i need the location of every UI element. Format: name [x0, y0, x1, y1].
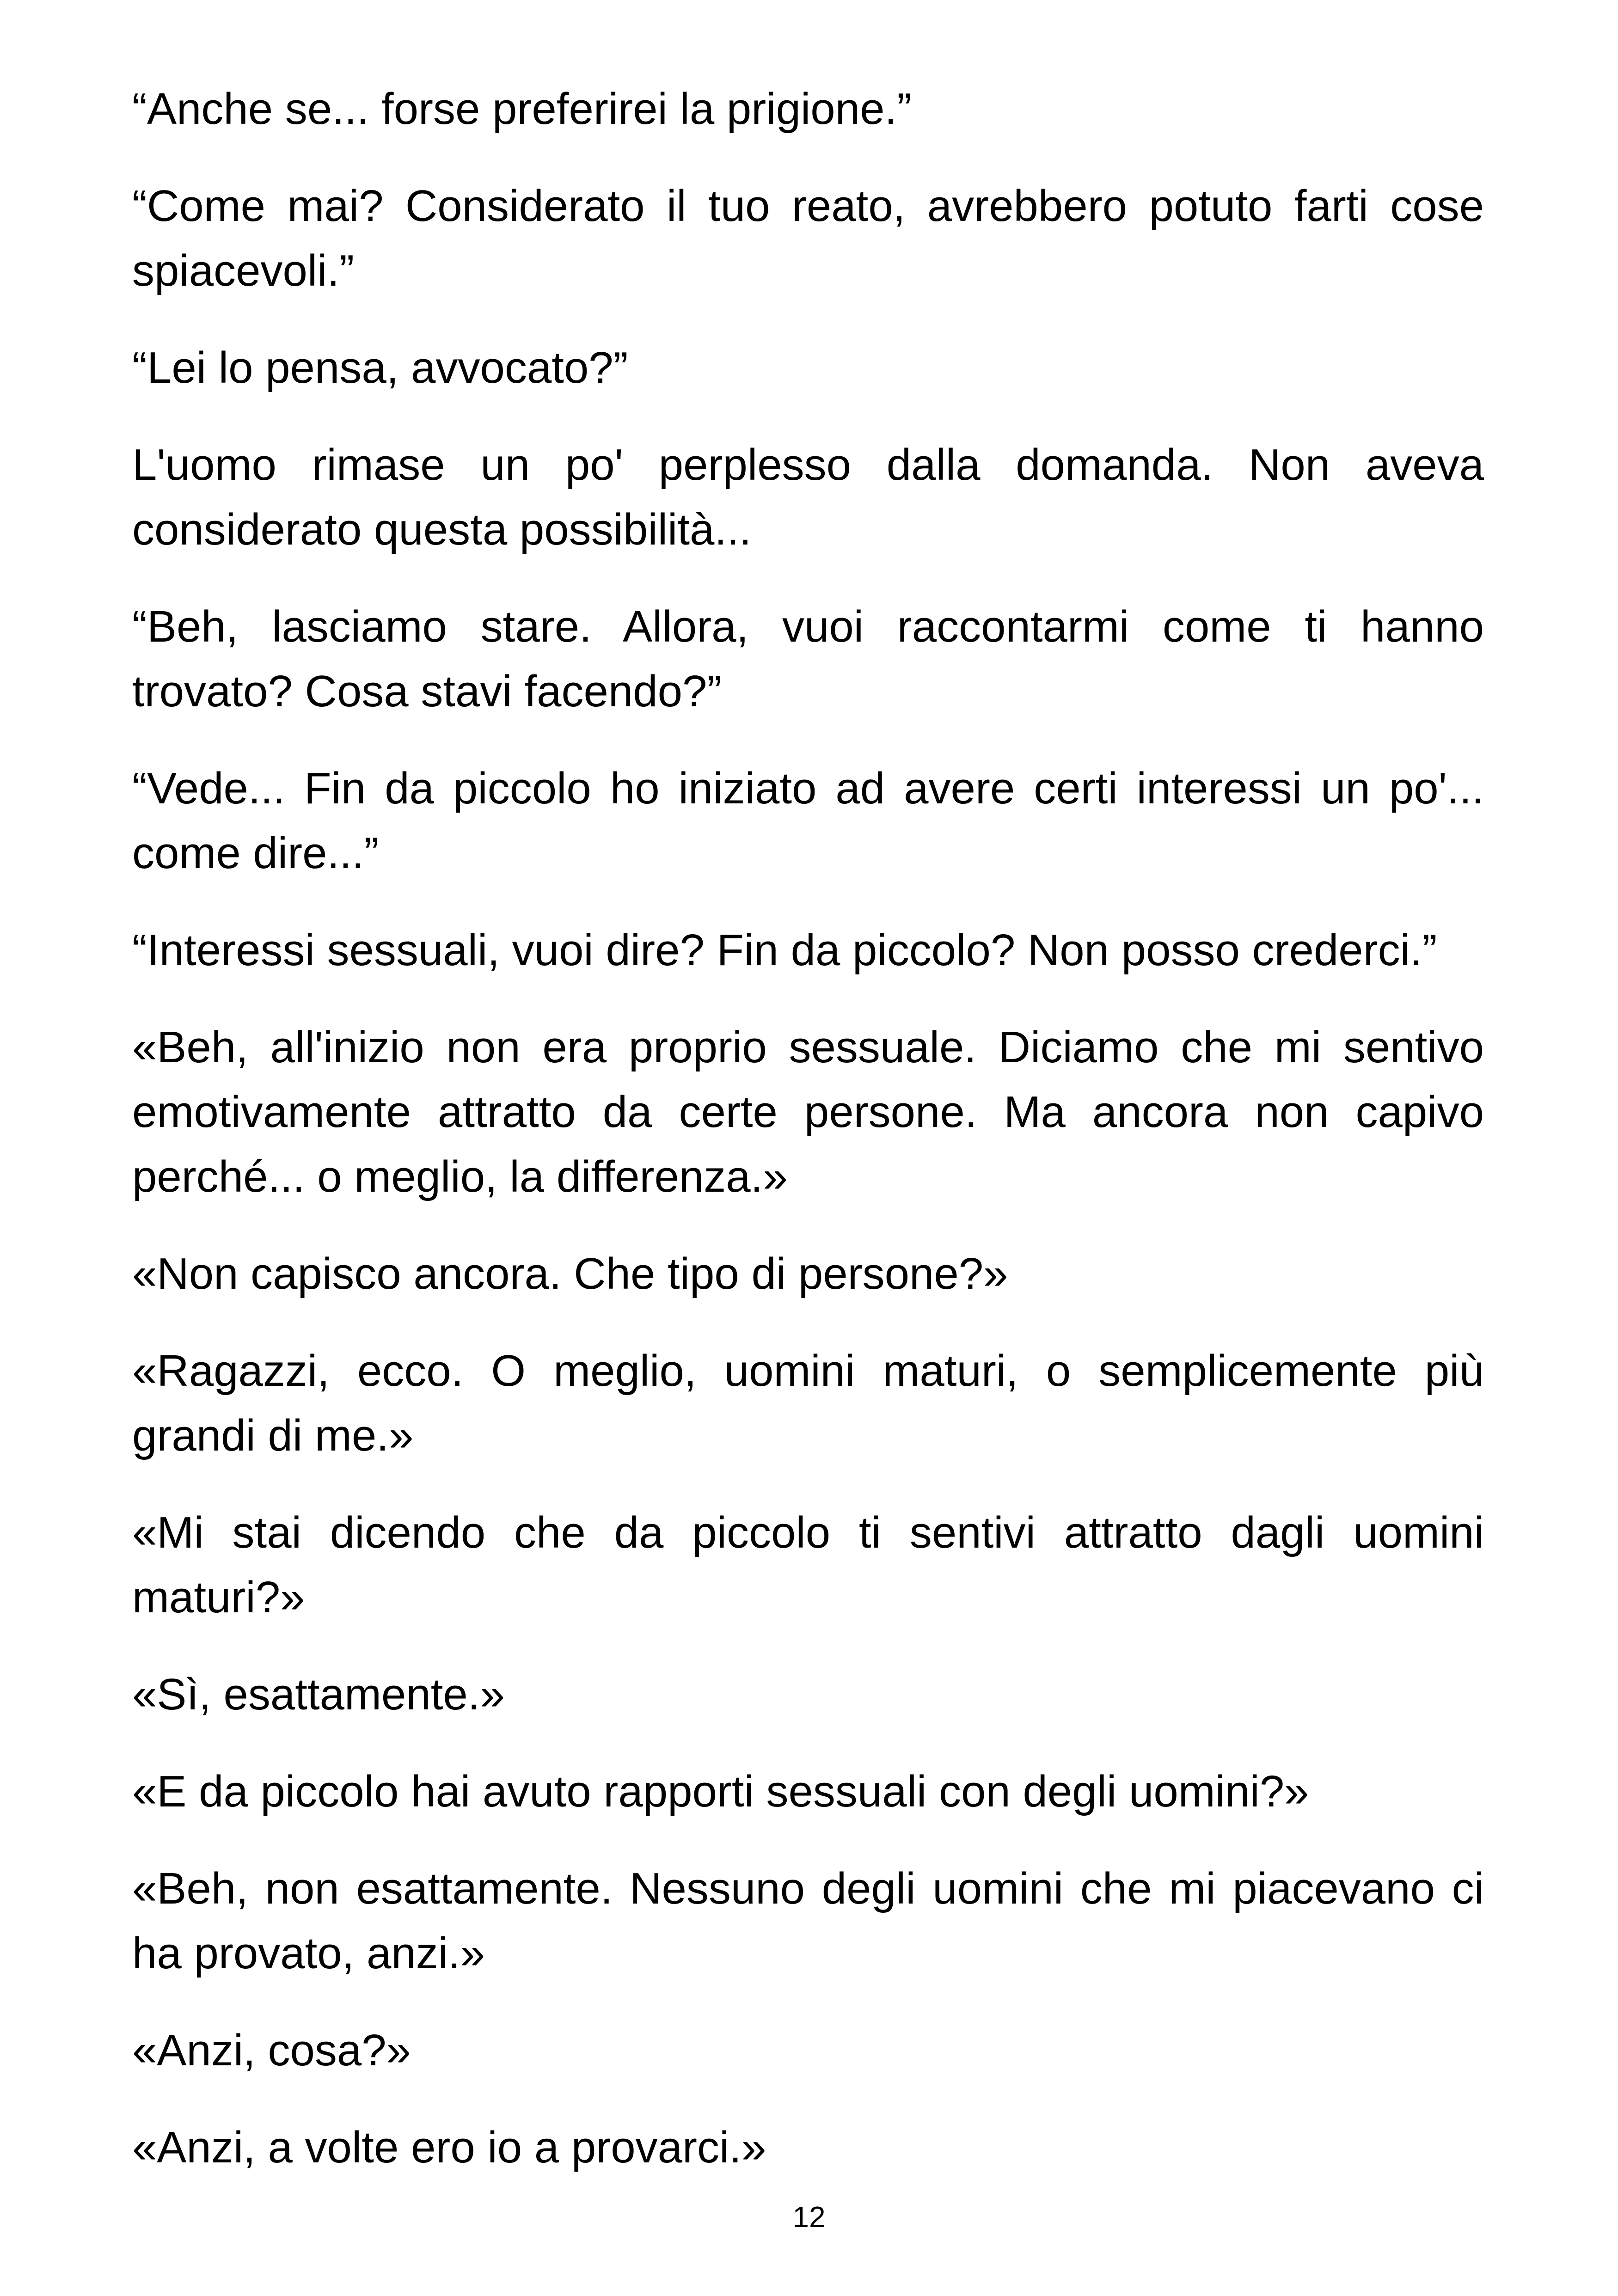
paragraph: «Anzi, cosa?» [132, 2026, 411, 2075]
page-number: 12 [792, 2200, 826, 2234]
paragraph: “Vede... Fin da piccolo ho iniziato ad avere certi interessi un po'... come dire...” [132, 764, 1484, 878]
paragraph: «Ragazzi, ecco. O meglio, uomini maturi, o semplicemente più grandi di me.» [132, 1346, 1484, 1460]
paragraph: «Sì, esattamente.» [132, 1670, 505, 1719]
paragraph: “Interessi sessuali, vuoi dire? Fin da piccolo? Non posso crederci.” [132, 925, 1437, 975]
paragraph: «E da piccolo hai avuto rapporti sessuali con degli uomini?» [132, 1767, 1309, 1816]
paragraph: “Lei lo pensa, avvocato?” [132, 343, 628, 392]
paragraph: L'uomo rimase un po' perplesso dalla domanda. Non aveva considerato questa possibilità... [132, 440, 1484, 554]
text-body [132, 77, 1484, 2212]
paragraph: «Mi stai dicendo che da piccolo ti sentivi attratto dagli uomini maturi?» [132, 1508, 1484, 1622]
paragraph: «Beh, all'inizio non era proprio sessuale. Diciamo che mi sentivo emotivamente attratto da certe persone. Ma ancora non capivo perché... o meglio, la differenza.» [132, 1022, 1484, 1201]
paragraph: «Non capisco ancora. Che tipo di persone?» [132, 1249, 1008, 1298]
paragraph: “Come mai? Considerato il tuo reato, avrebbero potuto farti cose spiacevoli.” [132, 181, 1484, 295]
paragraph: «Anzi, a volte ero io a provarci.» [132, 2123, 766, 2172]
paragraph: «Beh, non esattamente. Nessuno degli uomini che mi piacevano ci ha provato, anzi.» [132, 1864, 1484, 1978]
paragraph: “Anche se... forse preferirei la prigione.” [132, 84, 912, 134]
paragraph: “Beh, lasciamo stare. Allora, vuoi raccontarmi come ti hanno trovato? Cosa stavi facendo?” [132, 602, 1484, 716]
